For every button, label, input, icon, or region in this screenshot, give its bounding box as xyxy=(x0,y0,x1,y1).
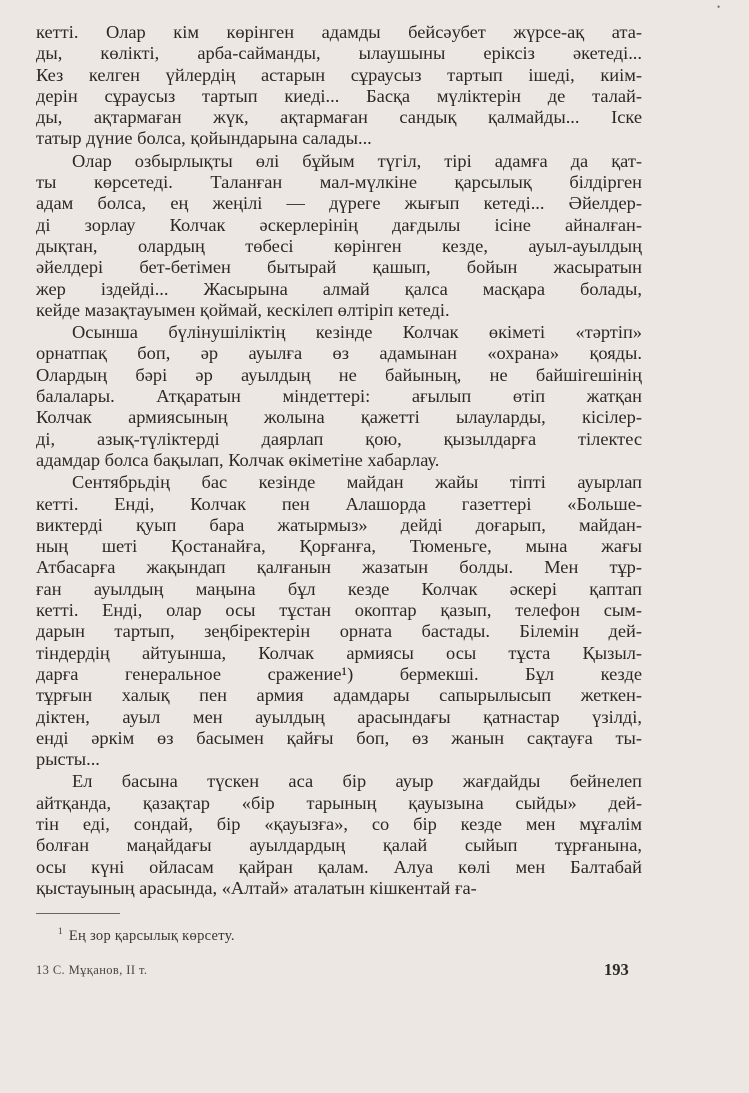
footnote-divider xyxy=(36,913,120,914)
text-line: Сентябрьдің бас кезінде майдан жайы тіпті ауырлап xyxy=(72,472,642,493)
text-line: жер іздейді... Жасырына алмай қалса масқара болады, xyxy=(36,278,642,299)
text-line: балалары. Атқаратын міндеттері: ағылып өтіп жатқан xyxy=(36,386,642,407)
paragraph xyxy=(36,322,642,471)
text-line: қыстауының арасында, «Алтай» аталатын кішкентай ға- xyxy=(36,877,477,898)
text-line: кетті. Енді, олар осы тұстан окоптар қазып, телефон сым- xyxy=(36,600,642,621)
text-line: виктерді қуып бара жатырмыз» дейді доғарып, майдан- xyxy=(36,514,642,535)
text-line: ды, ақтармаған жүк, ақтармаған сандық қалмайды... Іске xyxy=(36,107,642,128)
text-line: Кез келген үйлердің астарын сұраусыз тартып ішеді, киім- xyxy=(36,64,642,85)
text-line: әйелдері бет-бетімен бытырай қашып, бойын жасыратын xyxy=(36,257,642,278)
text-line: кейде мазақтауымен қоймай, кескілеп өлтіріп кетеді. xyxy=(36,299,450,320)
text-line: ды, көлікті, арба-сайманды, ылаушыны еріксіз әкетеді... xyxy=(36,43,642,64)
paragraph xyxy=(36,22,642,150)
paragraph xyxy=(36,472,642,770)
text-line: Олар озбырлықты өлі бұйым түгіл, тірі адамға да қат- xyxy=(72,150,642,171)
text-line: орнатпақ боп, әр ауылға өз адамынан «охрана» қояды. xyxy=(36,343,642,364)
paragraph xyxy=(36,771,642,899)
text-line: ді, азық-түліктерді даярлап қою, қызылдарға тілектес xyxy=(36,428,642,449)
text-line: Колчак армиясының жолына қажетті ылауларды, кісілер- xyxy=(36,407,642,428)
print-speck: • xyxy=(717,2,721,12)
text-line: кетті. Енді, Колчак пен Алашорда газеттері «Больше- xyxy=(36,493,642,514)
text-line: дерін сұраусыз тартып киеді... Басқа мүліктерін де талай- xyxy=(36,85,642,106)
text-line: осы күні ойласам қайран қалам. Алуа көлі мен Балтабай xyxy=(36,856,642,877)
text-line: Осынша бүлінушіліктің кезінде Колчак өкіметі «тәртіп» xyxy=(72,322,642,343)
text-line: ді зорлау Колчак әскерлерінің дағдылы ісіне айналған- xyxy=(36,214,642,235)
footnote xyxy=(58,926,235,945)
text-line: дарға генеральное сражение¹) бермекші. Бұл кезде xyxy=(36,663,642,684)
page-number: 193 xyxy=(604,960,629,979)
text-line: енді әркім өз басымен қайғы боп, өз жанын сақтауға ты- xyxy=(36,727,642,748)
text-line: ты көрсетеді. Таланған мал-мүлкіне қарсылық білдірген xyxy=(36,172,642,193)
footnote-text: Ең зор қарсылық көрсету. xyxy=(68,927,235,944)
text-line: діктен, ауыл мен ауылдың арасындағы қатнастар үзілді, xyxy=(36,706,642,727)
text-line: Олардың бәрі әр ауылдың не байының, не байшігешінің xyxy=(36,364,642,385)
text-line: адам болса, ең жеңілі — дүреге жығып кетеді... Әйелдер- xyxy=(36,193,642,214)
text-line: кетті. Олар кім көрінген адамды бейсәубет жүрсе-ақ ата- xyxy=(36,22,642,42)
text-line: ның шеті Қостанайға, Қорғанға, Тюменьге, мына жағы xyxy=(36,536,642,557)
text-line: адамдар болса бақылап, Колчак өкіметіне хабарлау. xyxy=(36,449,440,470)
text-line: дықтан, олардың төбесі көрінген кезде, ауыл-ауылдың xyxy=(36,235,642,256)
text-line: ған ауылдың маңына бұл кезде Колчак әскері қаптап xyxy=(36,578,642,599)
text-line: дарын тартып, зеңбіректерін орната бастады. Білемін дей- xyxy=(36,621,642,642)
text-line: татыр дүние болса, қойындарына салады... xyxy=(36,128,372,149)
text-line: тұрғын халық пен армия адамдары сапырылысып жеткен- xyxy=(36,685,642,706)
text-line: рысты... xyxy=(36,749,100,770)
printer-signature: 13 С. Мұқанов, II т. xyxy=(36,963,148,977)
text-line: Ел басына түскен аса бір ауыр жағдайды бейнелеп xyxy=(72,771,642,792)
text-line: Атбасарға жақындап қалғанын жазатын болды. Мен тұр- xyxy=(36,557,642,578)
text-line: тіндердің айтуынша, Колчак армиясы осы тұста Қызыл- xyxy=(36,642,642,663)
footnote-marker: 1 xyxy=(58,926,63,936)
text-line: болған маңайдағы ауылдардың қалай сыйып тұрғанына, xyxy=(36,835,642,856)
text-line: айтқанда, қазақтар «бір тарының қауызына сыйды» дей- xyxy=(36,792,642,813)
text-line: тін еді, сондай, бір «қауызға», со бір кезде мен мұғалім xyxy=(36,813,642,834)
paragraph xyxy=(36,151,642,321)
body-text xyxy=(36,22,642,899)
